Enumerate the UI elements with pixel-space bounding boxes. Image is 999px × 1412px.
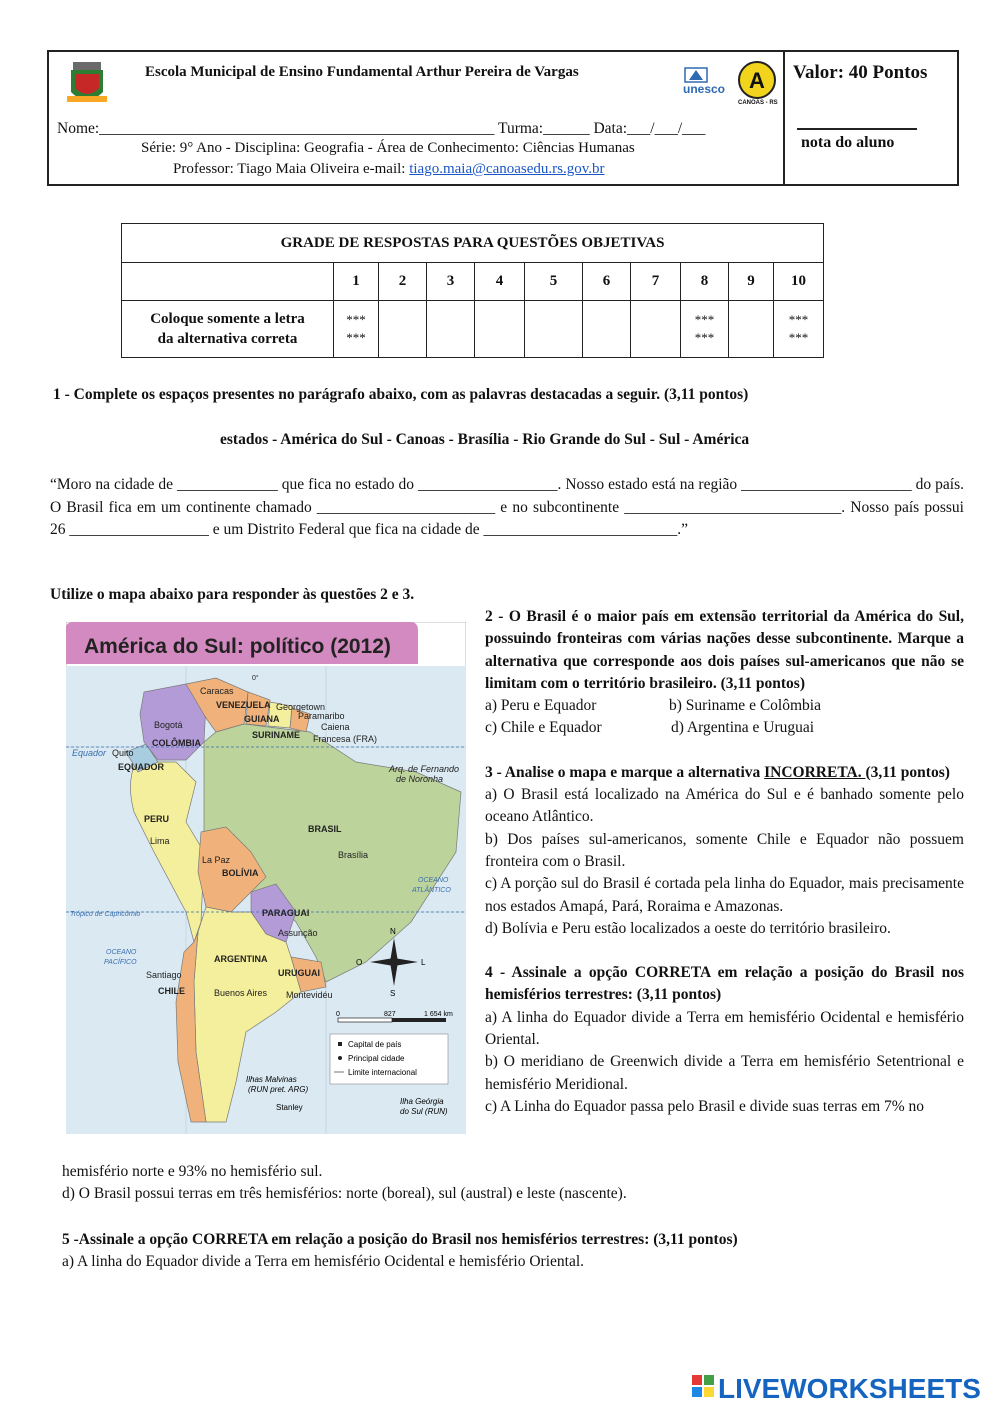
compass-l: L xyxy=(421,958,426,967)
label-argentina: ARGENTINA xyxy=(214,954,268,964)
option-5a[interactable]: a) A linha do Equador divide a Terra em hemisfério Ocidental e hemisfério Oriental. xyxy=(62,1253,585,1271)
map-title: América do Sul: político (2012) xyxy=(84,635,391,658)
grid-answer-6[interactable] xyxy=(583,301,631,358)
grid-answer-9[interactable] xyxy=(729,301,774,358)
option-3d[interactable]: d) Bolívia e Peru estão localizados a oeste do território brasileiro. xyxy=(485,919,891,937)
question-4-tail xyxy=(62,1161,972,1206)
grid-answer-10[interactable]: *** *** xyxy=(774,301,824,358)
compass-o: O xyxy=(356,958,363,967)
questions-column xyxy=(485,606,964,1118)
grid-number-7: 7 xyxy=(631,263,681,301)
svg-text:CANOAS - RS: CANOAS - RS xyxy=(738,100,778,106)
question-5 xyxy=(62,1229,738,1274)
grid-answer-1[interactable]: *** *** xyxy=(334,301,379,358)
grid-number-2: 2 xyxy=(379,263,427,301)
label-caracas: Caracas xyxy=(200,686,234,696)
option-3c[interactable]: c) A porção sul do Brasil é cortada pela linha do Equador, mais precisamente nos estados Amapá, Pará, Roraima e Amazonas. xyxy=(485,875,964,915)
label-georgetown: Georgetown xyxy=(276,702,326,712)
label-assuncao: Assunção xyxy=(278,928,318,938)
grid-answer-4[interactable] xyxy=(475,301,525,358)
label-bogota: Bogotá xyxy=(154,720,183,730)
question-1-words: estados - América do Sul - Canoas - Brasília - Rio Grande do Sul - Sul - América xyxy=(220,431,750,448)
fill-in-paragraph[interactable]: “Moro na cidade de _____________ que fica no estado do __________________. Nosso estado está na região ______________________ do país. O Brasil fica em um continente chamado _______________________ e no subcontinente ____________________________. Nosso país possui 26 __________________ e um Distrito Federal que fica na cidade de _________________________.” xyxy=(50,476,964,538)
label-pacific-1: OCEANO xyxy=(106,949,137,956)
q3-title-post: (3,11 pontos) xyxy=(865,763,950,781)
label-brasilia: Brasília xyxy=(338,850,369,860)
label-venezuela: VENEZUELA xyxy=(216,700,271,710)
scale-827: 827 xyxy=(384,1011,396,1018)
label-fernando-1: Arq. de Fernando xyxy=(389,764,460,774)
label-suriname: SURINAME xyxy=(252,730,301,740)
option-2c[interactable]: c) Chile e Equador xyxy=(485,719,602,737)
question-2-title: 2 - O Brasil é o maior país em extensão territorial da América do Sul, possuindo fronteiras com várias nações desse subcontinente. Marque a alternativa que corresponde aos dois países sul-americanos que não se limitam com o território brasileiro. (3,11 pontos) xyxy=(485,608,964,692)
grid-answer-2[interactable] xyxy=(379,301,427,358)
label-guiana: GUIANA xyxy=(244,714,280,724)
label-lapaz: La Paz xyxy=(202,855,231,865)
svg-text:unesco: unesco xyxy=(683,82,726,96)
grid-instruction xyxy=(122,301,334,358)
label-atlantic-1: OCEANO xyxy=(418,877,449,884)
label-equator-line: Equador xyxy=(72,748,107,758)
grid-number-5: 5 xyxy=(525,263,583,301)
legend-limit: Limite internacional xyxy=(348,1068,417,1077)
label-fernando-2: de Noronha xyxy=(396,774,444,784)
question-1-title: 1 - Complete os espaços presentes no parágrafo abaixo, com as palavras destacadas a seguir. (3,11 pontos) xyxy=(53,386,749,403)
label-colombia: COLÔMBIA xyxy=(152,738,201,748)
school-crest-icon xyxy=(65,58,109,110)
grid-number-4: 4 xyxy=(475,263,525,301)
south-america-map xyxy=(66,622,466,1134)
option-4b[interactable]: b) O meridiano de Greenwich divide a Terra em hemisfério Setentrional e hemisfério Meridional. xyxy=(485,1053,964,1093)
label-paraguai: PARAGUAI xyxy=(262,908,310,918)
grade-label: nota do aluno xyxy=(801,134,895,151)
email-link[interactable]: tiago.maia@canoasedu.rs.gov.br xyxy=(409,161,605,177)
professor-name: Professor: Tiago Maia Oliveira e-mail: xyxy=(173,161,410,177)
grid-number-8: 8 xyxy=(681,263,729,301)
grid-number-9: 9 xyxy=(729,263,774,301)
label-brasil: BRASIL xyxy=(308,824,342,834)
q3-title-pre: 3 - Analise o mapa e marque a alternativa xyxy=(485,763,765,781)
name-field-line[interactable]: Nome:___________________________________________________ Turma:______ Data:___/___/___ xyxy=(57,120,706,137)
compass-s: S xyxy=(390,989,396,998)
option-4a[interactable]: a) A linha do Equador divide a Terra em hemisfério Ocidental e hemisfério Oriental. xyxy=(485,1008,964,1049)
grid-answer-3[interactable] xyxy=(427,301,475,358)
label-caiena: Caiena xyxy=(321,722,350,732)
label-santiago: Santiago xyxy=(146,970,182,980)
label-meridian: 0° xyxy=(252,675,259,682)
header-divider xyxy=(783,52,785,184)
legend-capital: Capital de país xyxy=(348,1040,402,1049)
answer-grid xyxy=(121,223,824,358)
grid-answer-5[interactable] xyxy=(525,301,583,358)
legend-city: Principal cidade xyxy=(348,1054,405,1063)
grid-answer-7[interactable] xyxy=(631,301,681,358)
label-malvinas-1: Ilhas Malvinas xyxy=(246,1075,297,1084)
grid-number-10: 10 xyxy=(774,263,824,301)
option-4d[interactable]: d) O Brasil possui terras em três hemisférios: norte (boreal), sul (austral) e leste (nascente). xyxy=(62,1185,627,1203)
label-buenos-aires: Buenos Aires xyxy=(214,988,268,998)
grade-line xyxy=(797,114,917,130)
map-instruction: Utilize o mapa abaixo para responder às questões 2 e 3. xyxy=(50,586,415,603)
school-name: Escola Municipal de Ensino Fundamental Arthur Pereira de Vargas xyxy=(145,64,579,80)
question-1-paragraph xyxy=(50,474,964,542)
brand-text: LIVEWORKSHEETS xyxy=(718,1373,981,1402)
header-box xyxy=(47,50,959,186)
question-5-title: 5 -Assinale a opção CORRETA em relação a posição do Brasil nos hemisférios terrestres: (3,11 pontos) xyxy=(62,1231,738,1248)
label-stanley: Stanley xyxy=(276,1103,303,1112)
option-3a[interactable]: a) O Brasil está localizado na América do Sul e é banhado somente pelo oceano Atlântico. xyxy=(485,786,964,826)
grid-title: GRADE DE RESPOSTAS PARA QUESTÕES OBJETIVAS xyxy=(122,224,824,263)
grid-number-3: 3 xyxy=(427,263,475,301)
label-ecuador: EQUADOR xyxy=(118,762,165,772)
scale-0: 0 xyxy=(336,1011,340,1018)
label-quito: Quito xyxy=(112,748,134,758)
unesco-logo xyxy=(681,66,737,104)
grid-answer-8[interactable]: *** *** xyxy=(681,301,729,358)
score-value: Valor: 40 Pontos xyxy=(793,62,928,83)
grid-instruction-2: da alternativa correta xyxy=(157,331,298,347)
grid-answer-row xyxy=(122,301,824,358)
grid-number-row xyxy=(122,263,824,301)
question-3-title xyxy=(485,762,964,784)
label-lima: Lima xyxy=(150,836,170,846)
grid-number-6: 6 xyxy=(583,263,631,301)
option-2a[interactable]: a) Peru e Equador xyxy=(485,697,597,715)
option-3b[interactable]: b) Dos países sul-americanos, somente Chile e Equador não possuem fronteira com o Brasil. xyxy=(485,830,964,870)
label-pacific-2: PACÍFICO xyxy=(104,959,137,966)
label-paramaribo: Paramaribo xyxy=(298,711,345,721)
label-uruguai: URUGUAI xyxy=(278,968,320,978)
option-2d[interactable]: d) Argentina e Uruguai xyxy=(671,719,815,737)
question-2-row-2 xyxy=(485,717,964,739)
question-4-title: 4 - Assinale a opção CORRETA em relação a posição do Brasil nos hemisférios terrestres: (3,11 pontos) xyxy=(485,964,964,1004)
label-chile: CHILE xyxy=(158,986,185,996)
label-tropic: Trópico de Capricórnio xyxy=(70,911,141,918)
q3-title-underlined: INCORRETA. xyxy=(764,763,866,781)
label-montevideu: Montevidéu xyxy=(286,990,333,1000)
canoas-logo xyxy=(735,60,779,106)
label-bolivia: BOLÍVIA xyxy=(222,868,259,878)
question-2-row-1 xyxy=(485,695,964,717)
grid-number-1: 1 xyxy=(334,263,379,301)
option-2b[interactable]: b) Suriname e Colômbia xyxy=(669,697,821,715)
option-4c-cont[interactable]: hemisfério norte e 93% no hemisfério sul. xyxy=(62,1163,323,1180)
professor-line xyxy=(173,161,605,178)
compass-n: N xyxy=(390,927,396,936)
map-legend xyxy=(330,1034,448,1084)
option-4c[interactable]: c) A Linha do Equador passa pelo Brasil e divide suas terras em 7% no xyxy=(485,1097,925,1115)
label-french-guiana: Francesa (FRA) xyxy=(313,734,378,744)
series-discipline: Série: 9° Ano - Disciplina: Geografia - Área de Conhecimento: Ciências Humanas xyxy=(141,140,635,156)
grid-corner xyxy=(122,263,334,301)
svg-text:A: A xyxy=(749,68,765,93)
label-atlantic-2: ATLÂNTICO xyxy=(412,887,451,894)
grid-instruction-1: Coloque somente a letra xyxy=(150,311,305,327)
label-georgia-2: do Sul (RUN) xyxy=(400,1107,448,1116)
label-georgia-1: Ilha Geórgia xyxy=(400,1097,444,1106)
liveworksheets-logo xyxy=(692,1372,992,1402)
scale-1654: 1 654 km xyxy=(424,1011,453,1018)
label-malvinas-2: (RUN pret. ARG) xyxy=(248,1085,309,1094)
label-peru: PERU xyxy=(144,814,170,824)
